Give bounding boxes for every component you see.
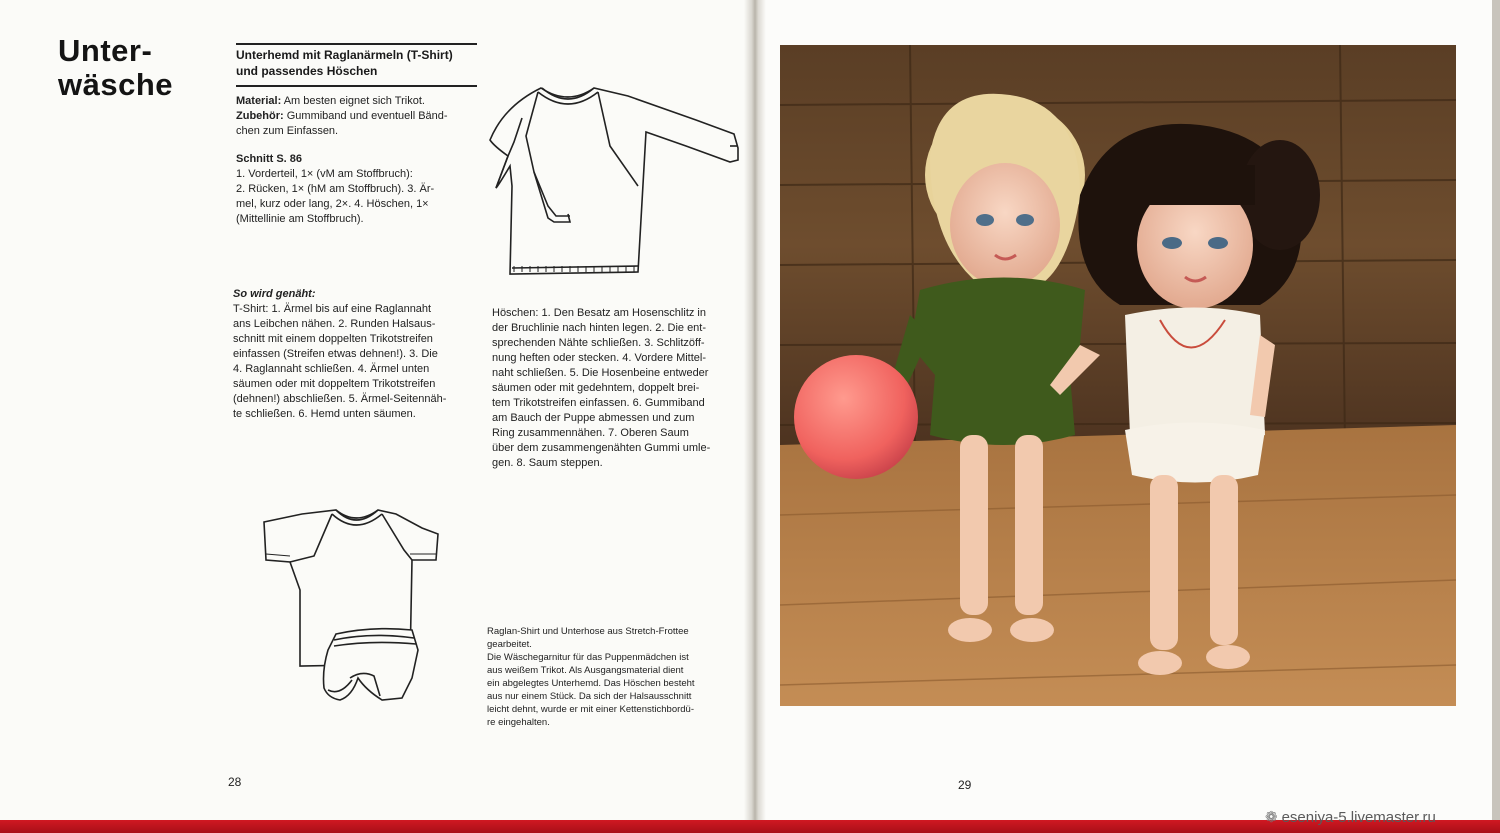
section-title-line-1: Unterhemd mit Raglanärmeln (T-Shirt) — [236, 48, 453, 62]
chapter-title-line-1: Unter- — [58, 33, 153, 68]
watermark — [1265, 808, 1436, 826]
schnitt-heading: Schnitt S. 86 — [236, 153, 303, 165]
caption-line: re eingehalten. — [487, 717, 550, 728]
book-gutter — [744, 0, 766, 822]
tshirt-line: 4. Raglannaht schließen. 4. Ärmel unten — [233, 363, 430, 375]
hoeschen-instructions — [492, 306, 742, 471]
schnitt-line: (Mittellinie am Stoffbruch). — [236, 213, 364, 225]
section-title — [236, 47, 481, 79]
doll-photograph — [780, 45, 1456, 706]
caption-line: Raglan-Shirt und Unterhose aus Stretch-Frottee — [487, 626, 689, 637]
tshirt-line: (dehnen!) abschließen. 5. Ärmel-Seitennäh- — [233, 393, 447, 405]
chapter-title — [58, 34, 173, 102]
shirt-and-briefs-illustration — [262, 500, 442, 725]
caption-line: ein abgelegtes Unterhemd. Das Höschen besteht — [487, 678, 695, 689]
hoeschen-line: der Bruchlinie nach hinten legen. 2. Die ent- — [492, 322, 707, 334]
materials-block — [236, 94, 481, 139]
page-number-left: 28 — [228, 775, 242, 789]
hoeschen-line: Höschen: 1. Den Besatz am Hosenschlitz in — [492, 307, 706, 319]
material-line: Material: Am besten eignet sich Trikot. — [236, 95, 425, 107]
tshirt-line: säumen oder mit doppeltem Trikotstreifen — [233, 378, 436, 390]
page-edge — [1492, 0, 1500, 833]
hoeschen-line: über dem zusammengenähten Gummi umle- — [492, 442, 711, 454]
caption-line: aus nur einem Stück. Da sich der Halsausschnitt — [487, 691, 692, 702]
section-title-line-2: und passendes Höschen — [236, 64, 378, 78]
flower-icon: ❁ — [1265, 809, 1278, 826]
hoeschen-line: tem Trikotstreifen einfassen. 6. Gummiband — [492, 397, 705, 409]
hoeschen-line: Ring zusammennähen. 7. Oberen Saum — [492, 427, 689, 439]
caption-line: Die Wäschegarnitur für das Puppenmädchen ist — [487, 652, 689, 663]
tshirt-line: T-Shirt: 1. Ärmel bis auf eine Raglannaht — [233, 303, 432, 315]
hoeschen-line: säumen oder mit gedehntem, doppelt brei- — [492, 382, 700, 394]
schnitt-block — [236, 152, 481, 227]
zubehoer-line-2: chen zum Einfassen. — [236, 125, 339, 137]
long-sleeve-shirt-illustration — [486, 76, 746, 281]
pink-ball — [794, 355, 918, 479]
schnitt-line: 1. Vorderteil, 1× (vM am Stoffbruch): — [236, 168, 413, 180]
page-number-right: 29 — [958, 778, 972, 792]
caption-line: gearbeitet. — [487, 639, 532, 650]
sewing-heading: So wird genäht: — [233, 288, 316, 300]
schnitt-line: mel, kurz oder lang, 2×. 4. Höschen, 1× — [236, 198, 429, 210]
hoeschen-line: naht schließen. 5. Die Hosenbeine entweder — [492, 367, 709, 379]
caption-line: leicht dehnt, wurde er mit einer Kettenstichbordü- — [487, 704, 694, 715]
hoeschen-line: gen. 8. Saum steppen. — [492, 457, 603, 469]
schnitt-line: 2. Rücken, 1× (hM am Stoffbruch). 3. Är- — [236, 183, 435, 195]
photo-caption — [487, 625, 735, 729]
hoeschen-line: am Bauch der Puppe abmessen und zum — [492, 412, 695, 424]
section-top-rule — [236, 43, 477, 45]
zubehoer-line: Zubehör: Gummiband und eventuell Bänd- — [236, 110, 448, 122]
hoeschen-line: sprechenden Nähte schließen. 3. Schlitzöff- — [492, 337, 705, 349]
hoeschen-line: nung heften oder stecken. 4. Vordere Mittel- — [492, 352, 707, 364]
tshirt-instructions — [233, 287, 483, 422]
caption-line: aus weißem Trikot. Als Ausgangsmaterial dient — [487, 665, 684, 676]
tshirt-line: te schließen. 6. Hemd unten säumen. — [233, 408, 416, 420]
tshirt-line: schnitt mit einem doppelten Trikotstreifen — [233, 333, 433, 345]
chapter-title-line-2: wäsche — [58, 67, 174, 102]
tshirt-line: einfassen (Streifen etwas dehnen!). 3. Die — [233, 348, 438, 360]
watermark-text: eseniya-5.livemaster.ru — [1281, 809, 1436, 826]
tshirt-line: ans Leibchen nähen. 2. Runden Halsaus- — [233, 318, 436, 330]
section-bottom-rule — [236, 85, 477, 87]
